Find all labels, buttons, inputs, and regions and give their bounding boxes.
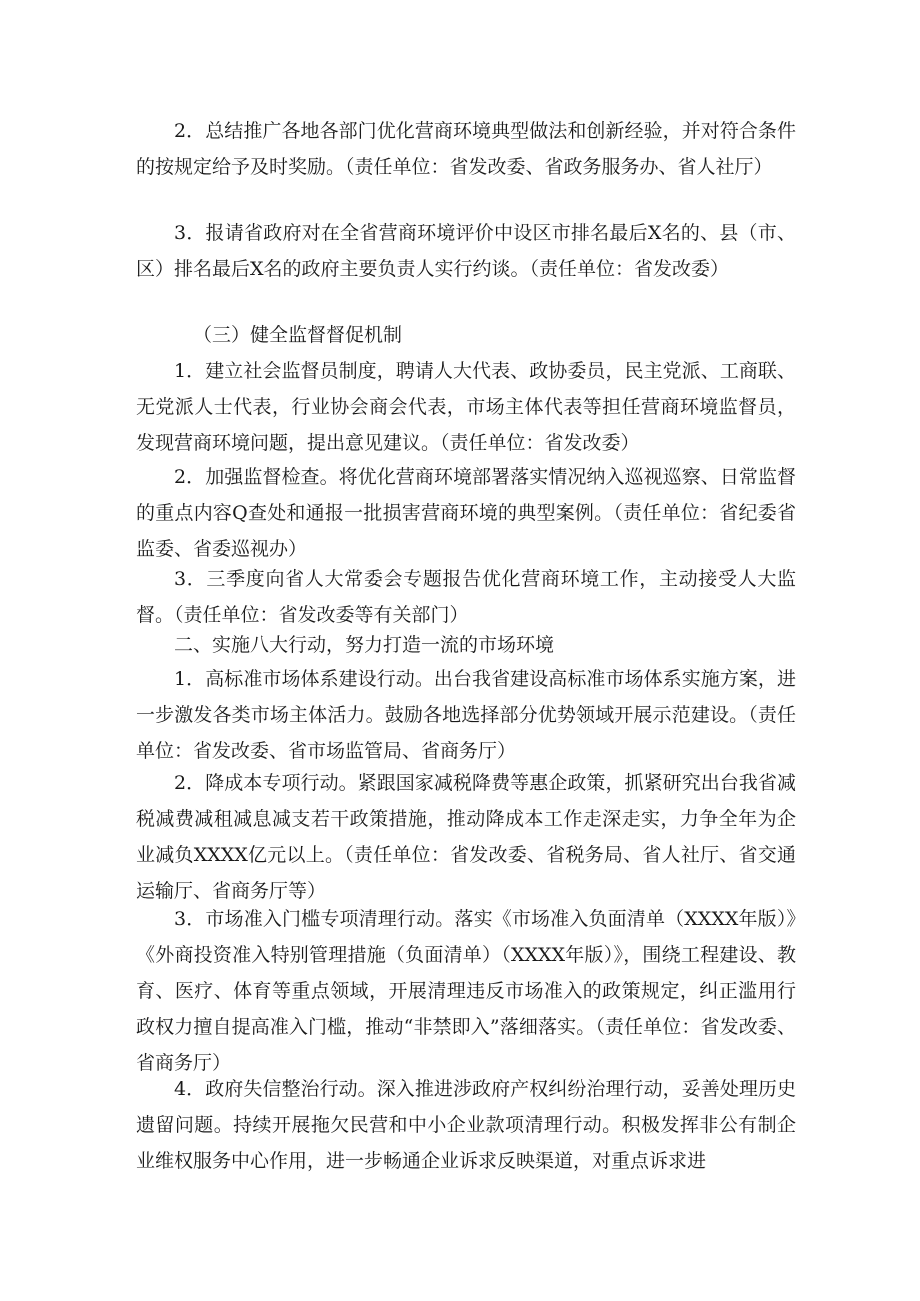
paragraph-item-4-government-credit: 4．政府失信整治行动。深入推进涉政府产权纠纷治理行动，妥善处理历史遗留问题。持续开展拖欠民营和中小企业款项清理行动。积极发挥非公有制企业维权服务中心作用，进一步畅通企业诉求反映渠道，对重点诉求进	[136, 1078, 796, 1172]
paragraph-item-3-interview: 3．报请省政府对在全省营商环境评价中设区市排名最后X名的、县（市、区）排名最后X名的政府主要负责人实行约谈。（责任单位：省发改委）	[136, 222, 796, 280]
paragraph-item-3-market-access: 3．市场准入门槛专项清理行动。落实《市场准入负面清单（XXXX年版）》《外商投资准入特别管理措施（负面清单）（XXXX年版）》，围绕工程建设、教育、医疗、体育等重点领域，开展清理违反市场准入的政策规定，纠正滥用行政权力擅自提高准入门槛，推动“非禁即入”落细落实。（责任单位：省发改委、省商务厅）	[136, 908, 796, 1074]
section-heading-eight-actions: 二、实施八大行动，努力打造一流的市场环境	[174, 634, 555, 656]
paragraph-item-3-report: 3．三季度向省人大常委会专题报告优化营商环境工作，主动接受人大监督。（责任单位：省发改委等有关部门）	[136, 568, 796, 626]
paragraph-item-2-reward: 2．总结推广各地各部门优化营商环境典型做法和创新经验，并对符合条件的按规定给予及时奖励。（责任单位：省发改委、省政务服务办、省人社厅）	[136, 120, 796, 178]
paragraph-item-1-supervisors: 1．建立社会监督员制度，聘请人大代表、政协委员，民主党派、工商联、无党派人士代表，行业协会商会代表，市场主体代表等担任营商环境监督员，发现营商环境问题，提出意见建议。（责任单位：省发改委）	[136, 360, 796, 454]
paragraph-item-2-cost-reduction: 2．降成本专项行动。紧跟国家减税降费等惠企政策，抓紧研究出台我省减税减费减租减息减支若干政策措施，推动降成本工作走深走实，力争全年为企业减负XXXX亿元以上。（责任单位：省发改委、省税务局、省人社厅、省交通运输厅、省商务厅等）	[136, 772, 796, 902]
paragraph-item-2-inspection: 2．加强监督检查。将优化营商环境部署落实情况纳入巡视巡察、日常监督的重点内容Q查处和通报一批损害营商环境的典型案例。（责任单位：省纪委省监委、省委巡视办）	[136, 466, 796, 560]
section-heading-supervision: （三）健全监督督促机制	[193, 324, 403, 346]
paragraph-item-1-market-system: 1．高标准市场体系建设行动。出台我省建设高标准市场体系实施方案，进一步激发各类市场主体活力。鼓励各地选择部分优势领域开展示范建设。（责任单位：省发改委、省市场监管局、省商务厅）	[136, 668, 796, 762]
